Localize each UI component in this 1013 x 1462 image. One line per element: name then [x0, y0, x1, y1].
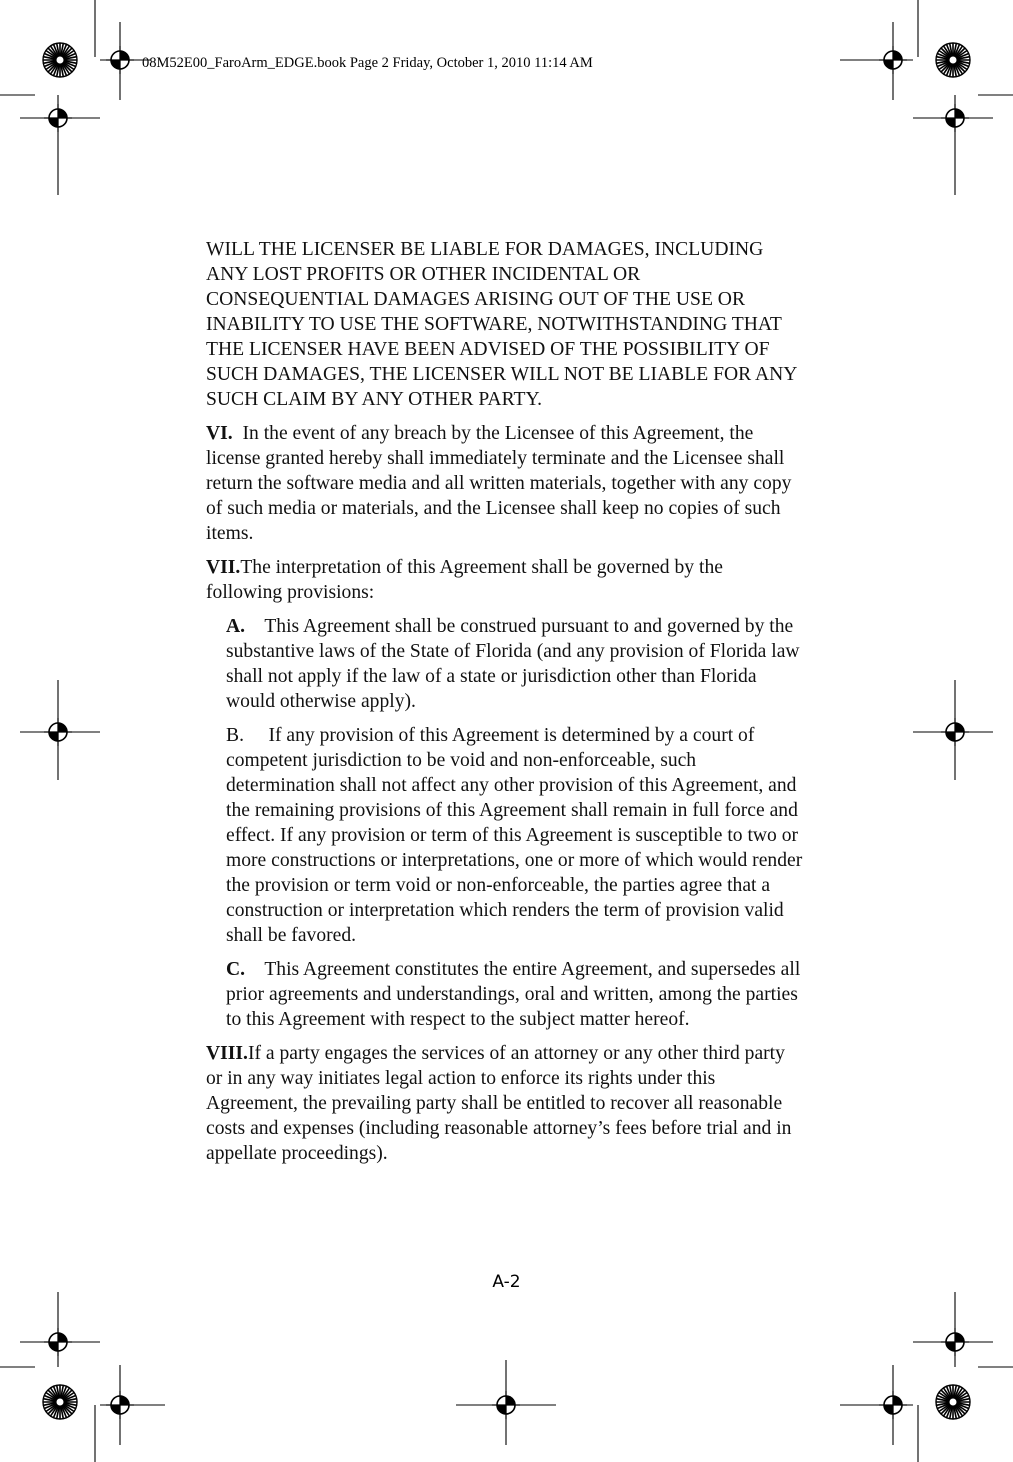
- registration-target: [106, 46, 134, 74]
- section-label: VII.: [206, 557, 241, 578]
- section-text: In the event of any breach by the Licensee of this Agreement, the license granted hereby shall immediately terminate and the Licensee shall return the software media and all written materials, together with any copy of such media or materials, and the Licensee shall keep no copies of such items.: [206, 423, 792, 544]
- registration-target: [879, 1391, 907, 1419]
- star-target-bottom-right: [936, 1385, 970, 1419]
- registration-target: [44, 104, 72, 132]
- registration-target: [879, 46, 907, 74]
- star-target-top-left: [43, 43, 77, 77]
- page-number: A-2: [492, 1272, 521, 1292]
- subsection-b: [226, 723, 804, 948]
- registration-target: [44, 718, 72, 746]
- subsection-a: [226, 614, 804, 714]
- registration-target: [941, 1328, 969, 1356]
- registration-target: [941, 104, 969, 132]
- agreement-body: [206, 237, 804, 1175]
- book-slug-line: 08M52E00_FaroArm_EDGE.book Page 2 Friday, October 1, 2010 11:14 AM: [142, 55, 593, 71]
- section-vii: [206, 555, 804, 605]
- registration-target: [106, 1391, 134, 1419]
- subsection-label: B.: [226, 725, 244, 746]
- section-label: VI.: [206, 423, 233, 444]
- registration-target: [941, 718, 969, 746]
- section-text: The interpretation of this Agreement shall be governed by the following provisions:: [206, 557, 723, 603]
- star-target-bottom-left: [43, 1385, 77, 1419]
- registration-target: [492, 1391, 520, 1419]
- section-viii: [206, 1041, 804, 1166]
- subsection-text: If any provision of this Agreement is determined by a court of competent jurisdiction to be void and non-enforceable, such determination shall not affect any other provision of this Agreement, and the remaining provisions of this Agreement shall remain in full force and effect. If any provision or term of this Agreement is susceptible to two or more constructions or interpretations, one or more of which would render the provision or term void or non-enforceable, the parties agree that a construction or interpretation which renders the term of provision valid shall be favored.: [226, 725, 803, 946]
- subsection-label: A.: [226, 616, 246, 637]
- subsection-label: C.: [226, 959, 246, 980]
- subsection-text: This Agreement constitutes the entire Agreement, and supersedes all prior agreements and understandings, oral and written, among the parties to this Agreement with respect to the subject matter hereof.: [226, 959, 801, 1030]
- subsection-text: This Agreement shall be construed pursuant to and governed by the substantive laws of the State of Florida (and any provision of Florida law shall not apply if the law of a state or jurisdiction other than Florida would otherwise apply).: [226, 616, 800, 712]
- subsection-c: [226, 957, 804, 1032]
- section-label: VIII.: [206, 1043, 248, 1064]
- section-text: If a party engages the services of an attorney or any other third party or in any way initiates legal action to enforce its rights under this Agreement, the prevailing party shall be entitled to recover all reasonable costs and expenses (including reasonable attorney’s fees before trial and in appellate proceedings).: [206, 1043, 792, 1164]
- star-target-top-right: [936, 43, 970, 77]
- registration-target: [44, 1328, 72, 1356]
- liability-paragraph: WILL THE LICENSER BE LIABLE FOR DAMAGES, INCLUDING ANY LOST PROFITS OR OTHER INCIDENTAL OR CONSEQUENTIAL DAMAGES ARISING OUT OF THE USE OR INABILITY TO USE THE SOFTWARE, NOTWITHSTANDING THAT THE LICENSER HAVE BEEN ADVISED OF THE POSSIBILITY OF SUCH DAMAGES, THE LICENSER WILL NOT BE LIABLE FOR ANY SUCH CLAIM BY ANY OTHER PARTY.: [206, 239, 797, 410]
- section-vi: [206, 421, 804, 546]
